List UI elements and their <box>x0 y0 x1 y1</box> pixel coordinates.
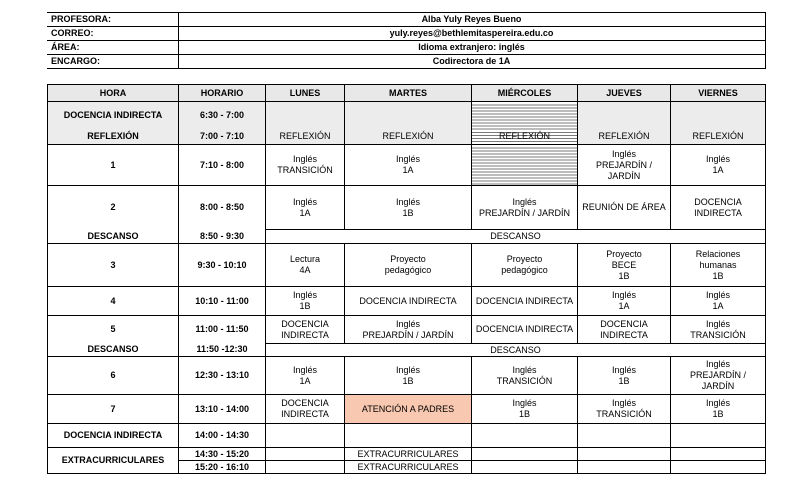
viernes-cell <box>671 102 766 130</box>
horario-cell: 11:50 -12:30 <box>179 344 266 357</box>
hora-cell: REFLEXIÓN <box>48 130 179 145</box>
miercoles-cell: REFLEXIÓN <box>472 130 578 145</box>
table-row <box>48 145 766 186</box>
correo-value: yuly.reyes@bethlemitaspereira.edu.co <box>178 27 765 41</box>
profesora-value: Alba Yuly Reyes Bueno <box>178 13 765 27</box>
correo-label: CORREO: <box>47 27 178 41</box>
martes-cell: REFLEXIÓN <box>345 130 472 145</box>
martes-cell: Inglés 1B <box>345 357 472 395</box>
col-lunes: LUNES <box>266 85 345 102</box>
miercoles-cell <box>472 145 578 186</box>
viernes-cell: DOCENCIA INDIRECTA <box>671 186 766 230</box>
miercoles-cell: Proyecto pedagógico <box>472 244 578 287</box>
lunes-cell: DOCENCIA INDIRECTA <box>266 395 345 424</box>
table-row <box>48 357 766 395</box>
schedule-table <box>47 84 766 474</box>
martes-cell: Inglés 1B <box>345 186 472 230</box>
lunes-cell <box>266 461 345 474</box>
hora-cell: 3 <box>48 244 179 287</box>
jueves-cell <box>578 424 671 448</box>
lunes-cell: Inglés 1B <box>266 287 345 316</box>
horario-cell: 15:20 - 16:10 <box>179 461 266 474</box>
horario-cell: 7:00 - 7:10 <box>179 130 266 145</box>
lunes-cell: REFLEXIÓN <box>266 130 345 145</box>
jueves-cell: Inglés 1B <box>578 357 671 395</box>
profesora-label: PROFESORA: <box>47 13 178 27</box>
col-hora: HORA <box>48 85 179 102</box>
jueves-cell: Inglés PREJARDÍN / JARDÍN <box>578 145 671 186</box>
col-miercoles: MIÉRCOLES <box>472 85 578 102</box>
viernes-cell: Inglés PREJARDÍN / JARDÍN <box>671 357 766 395</box>
table-row <box>48 424 766 448</box>
lunes-cell: Lectura 4A <box>266 244 345 287</box>
hora-cell: DESCANSO <box>48 230 179 244</box>
table-row <box>48 230 766 244</box>
jueves-cell <box>578 102 671 130</box>
encargo-value: Codirectora de 1A <box>178 55 765 69</box>
horario-cell: 7:10 - 8:00 <box>179 145 266 186</box>
table-row <box>48 102 766 130</box>
miercoles-cell: Inglés TRANSICIÓN <box>472 357 578 395</box>
table-row <box>48 448 766 461</box>
area-value: Idioma extranjero: inglés <box>178 41 765 55</box>
miercoles-cell <box>472 424 578 448</box>
viernes-cell: Inglés 1B <box>671 395 766 424</box>
martes-cell: Proyecto pedagógico <box>345 244 472 287</box>
table-row <box>48 130 766 145</box>
col-horario: HORARIO <box>179 85 266 102</box>
jueves-cell: DOCENCIA INDIRECTA <box>578 316 671 344</box>
atencion-padres-cell: ATENCIÓN A PADRES <box>345 395 472 424</box>
miercoles-cell <box>472 461 578 474</box>
martes-cell <box>345 424 472 448</box>
martes-cell: EXTRACURRICULARES <box>345 461 472 474</box>
viernes-cell <box>671 448 766 461</box>
lunes-cell <box>266 424 345 448</box>
horario-cell: 12:30 - 13:10 <box>179 357 266 395</box>
miercoles-cell <box>472 102 578 130</box>
martes-cell: Inglés 1A <box>345 145 472 186</box>
col-jueves: JUEVES <box>578 85 671 102</box>
lunes-cell: DOCENCIA INDIRECTA <box>266 316 345 344</box>
table-row <box>48 186 766 230</box>
table-row <box>48 395 766 424</box>
viernes-cell <box>671 461 766 474</box>
hora-cell: 4 <box>48 287 179 316</box>
martes-cell <box>345 102 472 130</box>
miercoles-cell: DOCENCIA INDIRECTA <box>472 287 578 316</box>
teacher-info-table <box>47 12 766 69</box>
encargo-label: ENCARGO: <box>47 55 178 69</box>
lunes-cell: Inglés TRANSICIÓN <box>266 145 345 186</box>
miercoles-cell: DOCENCIA INDIRECTA <box>472 316 578 344</box>
col-viernes: VIERNES <box>671 85 766 102</box>
horario-cell: 14:30 - 15:20 <box>179 448 266 461</box>
hora-cell: DOCENCIA INDIRECTA <box>48 424 179 448</box>
hora-cell: 6 <box>48 357 179 395</box>
lunes-cell: Inglés 1A <box>266 186 345 230</box>
horario-cell: 9:30 - 10:10 <box>179 244 266 287</box>
jueves-cell: Inglés 1A <box>578 287 671 316</box>
horario-cell: 6:30 - 7:00 <box>179 102 266 130</box>
horario-cell: 10:10 - 11:00 <box>179 287 266 316</box>
lunes-cell <box>266 448 345 461</box>
area-label: ÁREA: <box>47 41 178 55</box>
table-row <box>48 244 766 287</box>
viernes-cell: Inglés TRANSICIÓN <box>671 316 766 344</box>
hora-cell: 5 <box>48 316 179 344</box>
descanso-span: DESCANSO <box>266 344 766 357</box>
table-row <box>48 316 766 344</box>
viernes-cell <box>671 424 766 448</box>
miercoles-cell: Inglés PREJARDÍN / JARDÍN <box>472 186 578 230</box>
hora-cell: DOCENCIA INDIRECTA <box>48 102 179 130</box>
viernes-cell: Inglés 1A <box>671 287 766 316</box>
hora-cell: 2 <box>48 186 179 230</box>
jueves-cell: Inglés TRANSICIÓN <box>578 395 671 424</box>
hora-cell: 1 <box>48 145 179 186</box>
horario-cell: 8:50 - 9:30 <box>179 230 266 244</box>
table-row <box>48 287 766 316</box>
miercoles-cell <box>472 448 578 461</box>
viernes-cell: REFLEXIÓN <box>671 130 766 145</box>
horario-cell: 8:00 - 8:50 <box>179 186 266 230</box>
martes-cell: EXTRACURRICULARES <box>345 448 472 461</box>
horario-cell: 14:00 - 14:30 <box>179 424 266 448</box>
lunes-cell <box>266 102 345 130</box>
hora-cell: 7 <box>48 395 179 424</box>
col-martes: MARTES <box>345 85 472 102</box>
miercoles-cell: Inglés 1B <box>472 395 578 424</box>
hora-cell: DESCANSO <box>48 344 179 357</box>
jueves-cell: REUNIÓN DE ÁREA <box>578 186 671 230</box>
jueves-cell: Proyecto BECE 1B <box>578 244 671 287</box>
martes-cell: Inglés PREJARDÍN / JARDÍN <box>345 316 472 344</box>
viernes-cell: Inglés 1A <box>671 145 766 186</box>
table-row <box>48 344 766 357</box>
jueves-cell <box>578 461 671 474</box>
header-row <box>48 85 766 102</box>
lunes-cell: Inglés 1A <box>266 357 345 395</box>
descanso-span: DESCANSO <box>266 230 766 244</box>
jueves-cell <box>578 448 671 461</box>
horario-cell: 13:10 - 14:00 <box>179 395 266 424</box>
viernes-cell: Relaciones humanas 1B <box>671 244 766 287</box>
martes-cell: DOCENCIA INDIRECTA <box>345 287 472 316</box>
horario-cell: 11:00 - 11:50 <box>179 316 266 344</box>
jueves-cell: REFLEXIÓN <box>578 130 671 145</box>
hora-cell: EXTRACURRICULARES <box>48 448 179 474</box>
